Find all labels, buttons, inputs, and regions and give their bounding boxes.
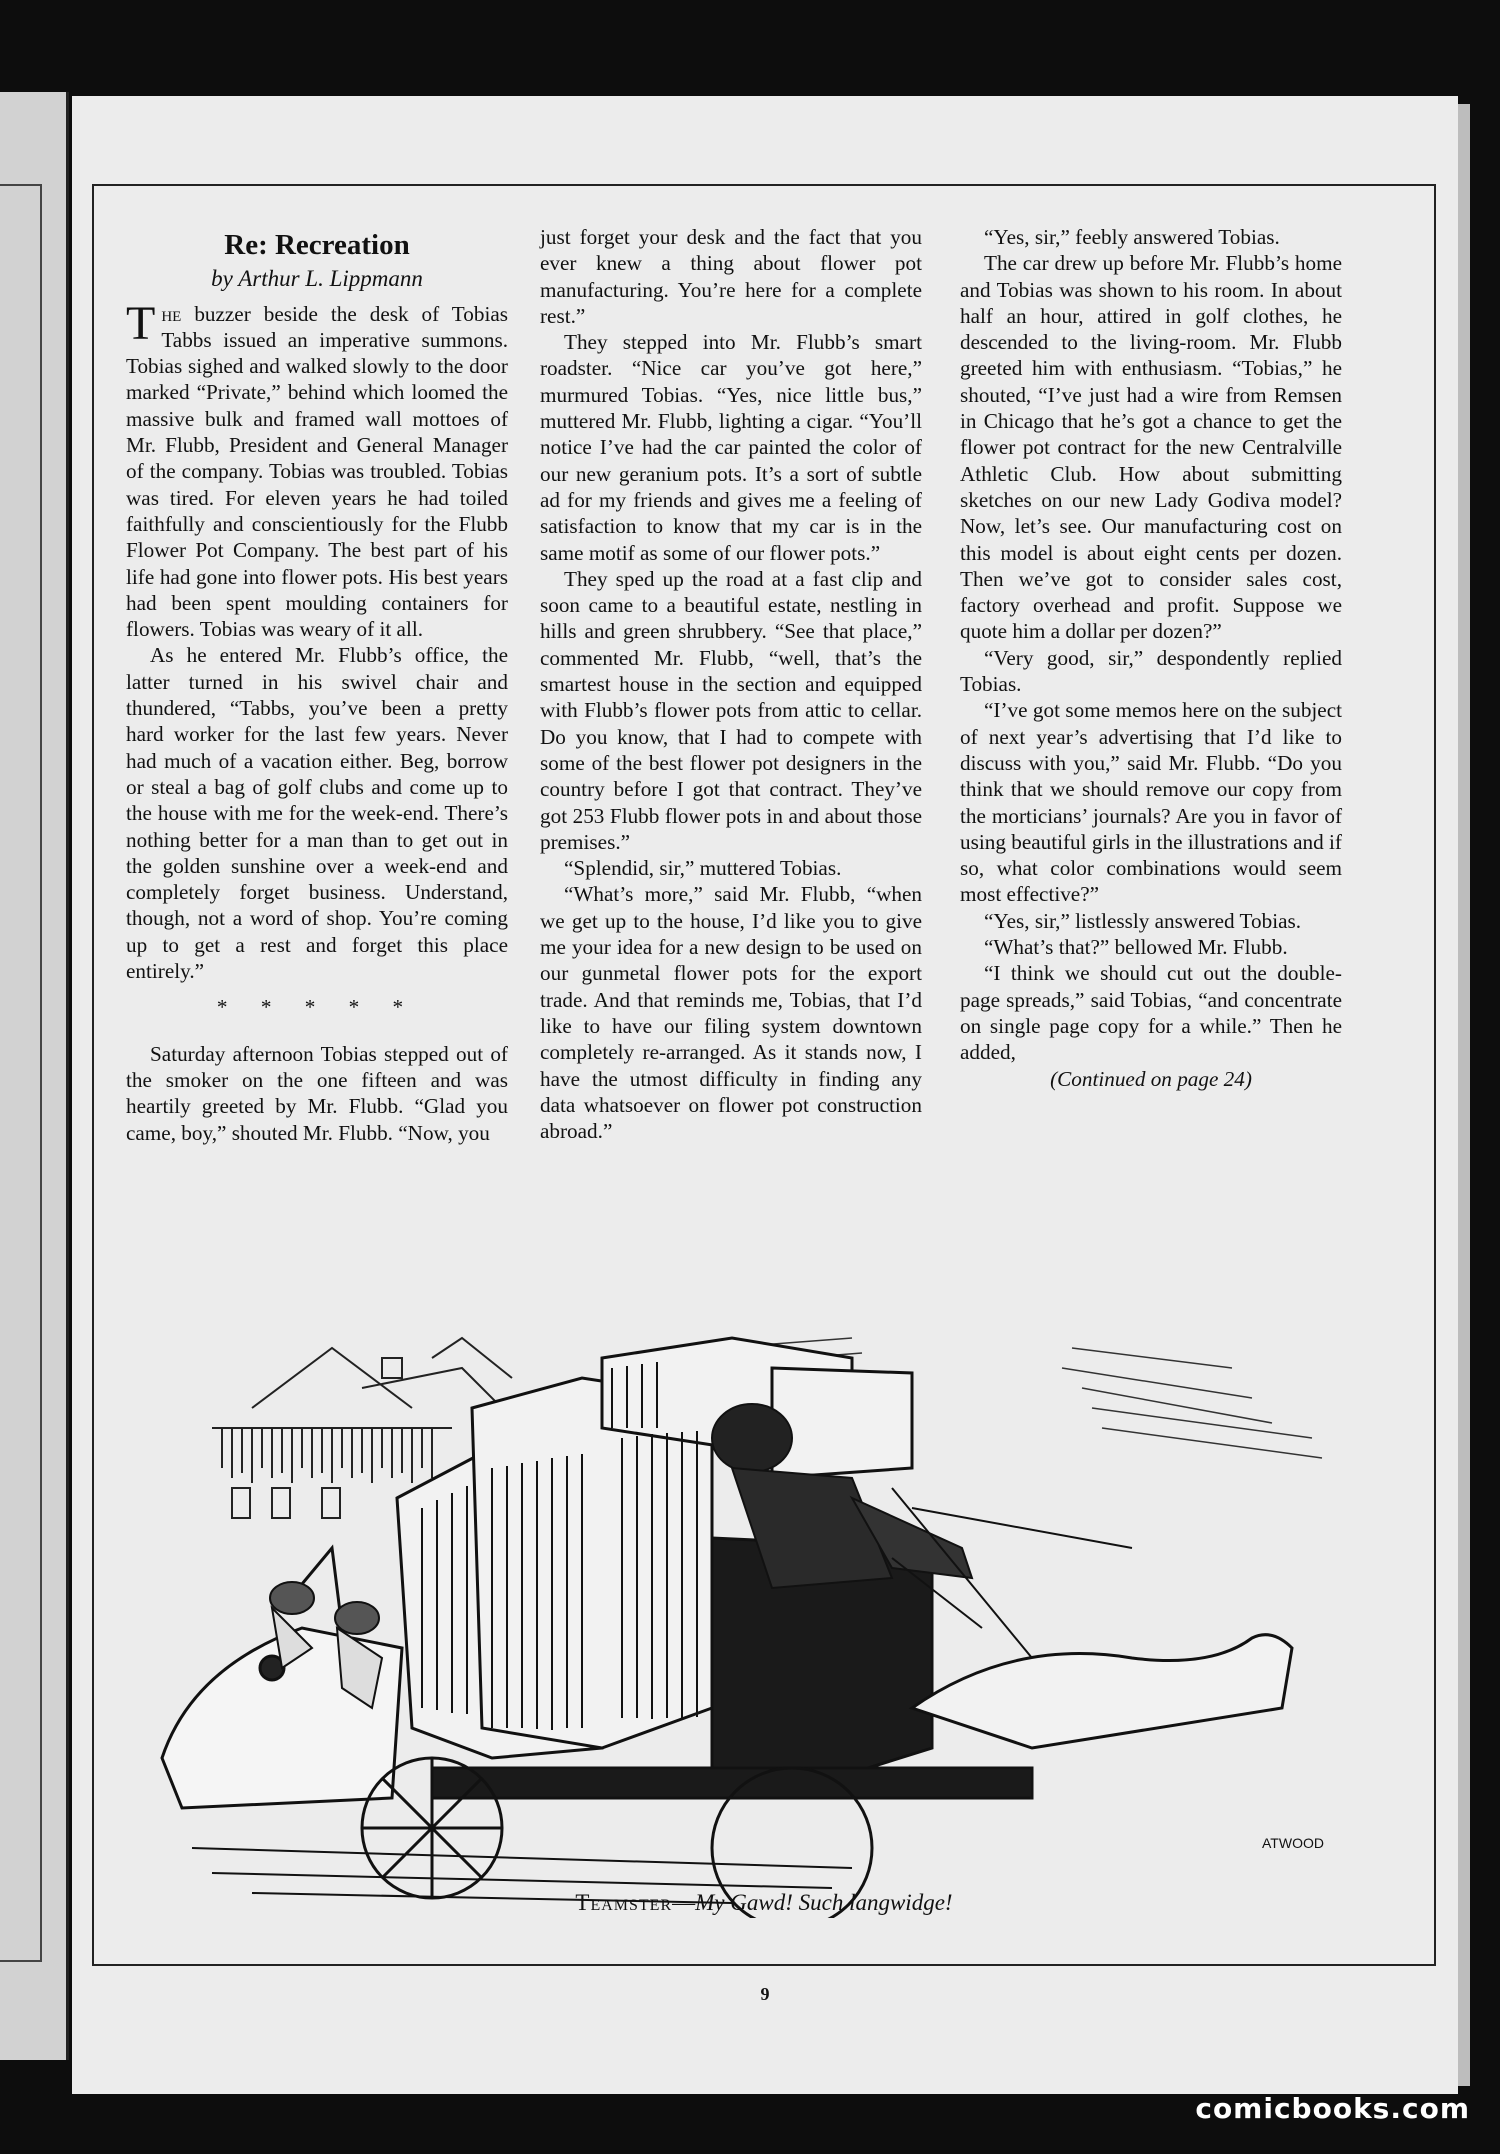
article-column-2 — [540, 224, 922, 1144]
page-number: 9 — [760, 1984, 770, 2004]
author-name: Arthur L. Lippmann — [238, 266, 423, 292]
continued-note: (Continued on page 24) — [1050, 1066, 1252, 1091]
caption-speaker: Teamster — [575, 1890, 673, 1915]
paragraph: They sped up the road at a fast clip and soon came to a beautiful estate, nestling in hills and green shrubbery. “See that place,” commented Mr. Flubb, “well, that’s the smartest house in the section and equipped with Flubb’s flower pots from attic to cellar. Do you know, that I had to compete with some of the best flower pot designers in the country before I got that contract. They’ve got 253 Flubb flower pots in and about those premises.” — [540, 566, 922, 854]
paragraph: “I’ve got some memos here on the subject of next year’s advertising that I’d like to discuss with you,” said Mr. Flubb. “Do you think that we should remove our copy from the morticians’ journals? Are you in favor of using beautiful girls in the illustrations and if so, what color combinations would seem most effective?” — [960, 698, 1342, 907]
right-page-edge — [1458, 104, 1470, 2086]
article-column-3 — [960, 224, 1342, 1092]
paragraph — [126, 296, 508, 643]
horse — [912, 1635, 1292, 1748]
paragraph: “Yes, sir,” listlessly answered Tobias. — [984, 908, 1302, 933]
byline-prefix: by — [211, 266, 233, 292]
illustration-caption — [92, 1890, 1436, 1916]
paragraph-text: buzzer beside the desk of Tobias Tabbs issued an imperative summons. Tobias sighed and walked slowly to the door marked “Private,” behind which loomed the massive bulk and framed wall mottoes of Mr. Flubb, President and General Manager of the company. Tobias was troubled. Tobias was tired. For eleven years he had toiled faithfully and conscientiously for the Flubb Flower Pot Company. The best part of his life had gone into flower pots. His best years had been spent moulding containers for flowers. Tobias was weary of it all. — [126, 301, 508, 642]
paragraph: “Very good, sir,” despondently replied Tobias. — [960, 645, 1342, 697]
paragraph: The car drew up before Mr. Flubb’s home and Tobias was shown to his room. In about half an hour, attired in golf clothes, he descended to the living-room. Mr. Flubb greeted him with enthusiasm. “Tobias,” he shouted, “I’ve just had a wire from Remsen in Chicago that he’s got a chance to get the flower pot contract for the new Centralville Athletic Club. How about submitting sketches on our new Lady Godiva model? Now, let’s see. Our manufacturing cost on this model is about eight cents per dozen. Then we’ve got to consider sales cost, factory overhead and profit. Suppose we quote him a dollar per dozen?” — [960, 251, 1342, 644]
paragraph: They stepped into Mr. Flubb’s smart roadster. “Nice car you’ve got here,” murmured Tobias. “Yes, nice little bus,” muttered Mr. Flubb, lighting a cigar. “You’ll notice I’ve had the car painted the color of our new geranium pots. It’s a sort of subtle ad for my friends and gives me a feeling of satisfaction to know that my car is in the same motif as some of our flower pots.” — [540, 330, 922, 565]
article-byline — [126, 266, 508, 292]
article-title: Re: Recreation — [224, 229, 410, 261]
paragraph: “What’s more,” said Mr. Flubb, “when we get up to the house, I’d like you to give me your idea for a new design to be used on our gunmetal flower pots for the export trade. And that reminds me, Tobias, that I’d like to have our filing system downtown completely re-arranged. As it stands now, I have the utmost difficulty in finding any data whatsoever on flower pot construction abroad.” — [540, 882, 922, 1144]
section-break: * * * * * — [216, 995, 418, 1020]
article-column-1 — [126, 229, 508, 1146]
paragraph: “Splendid, sir,” muttered Tobias. — [564, 856, 842, 881]
drop-cap: T — [126, 296, 156, 350]
caption-words: My Gawd! Such langwidge! — [695, 1890, 953, 1915]
paragraph: “What’s that?” bellowed Mr. Flubb. — [984, 935, 1288, 960]
left-page-frame — [0, 184, 42, 1962]
paragraph: “Yes, sir,” feebly answered Tobias. — [984, 225, 1280, 249]
paragraph: Saturday afternoon Tobias stepped out of the smoker on the one fifteen and was heartily greeted by Mr. Flubb. “Glad you came, boy,” shouted Mr. Flubb. “Now, you — [126, 1041, 508, 1145]
teamster-illustration — [132, 1328, 1392, 1918]
caption-dash: — — [672, 1890, 696, 1915]
paragraph: just forget your desk and the fact that you ever knew a thing about flower pot manufacturing. You’re here for a complete rest.” — [540, 225, 922, 328]
first-word-rest: he — [161, 301, 182, 326]
artist-signature: ATWOOD — [1262, 1835, 1324, 1851]
paragraph: “I think we should cut out the double-page spreads,” said Tobias, “and concentrate on single page copy for a while.” Then he added, — [960, 961, 1342, 1065]
site-watermark: comicbooks.com — [1195, 2092, 1470, 2125]
magazine-page — [72, 96, 1458, 2094]
paragraph: As he entered Mr. Flubb’s office, the latter turned in his swivel chair and thundered, “Tabbs, you’ve been a pretty hard worker for the last few years. Never had much of a vacation either. Beg, borrow or steal a bag of golf clubs and come up to the house with me for the week-end. There’s nothing better for a man than to get out in the golden sunshine over a week-end and completely forget business. Understand, though, not a word of shop. You’re coming up to get a rest and forget this place entirely.” — [126, 643, 508, 984]
left-page-edge — [0, 92, 69, 2060]
